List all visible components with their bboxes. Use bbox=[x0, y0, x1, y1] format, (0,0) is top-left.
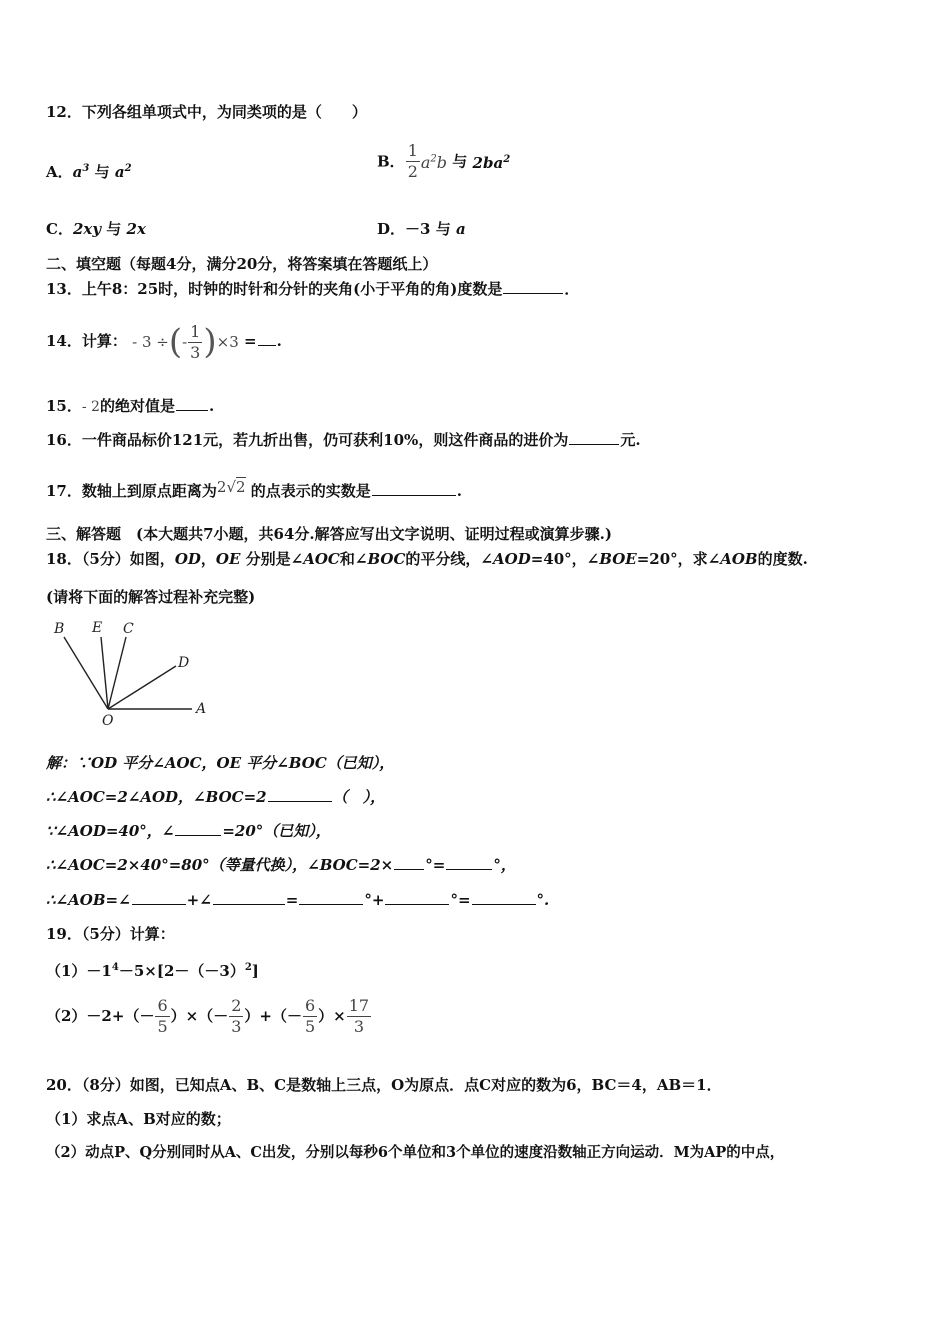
ray-oc bbox=[108, 637, 126, 709]
q17: 17．数轴上到原点距离为2√2 的点表示的实数是 . bbox=[46, 478, 463, 500]
q19-title: 19．（5分）计算： bbox=[46, 925, 175, 943]
label-e: E bbox=[92, 620, 103, 636]
q12-option-b: B． $\frac{1}{2}$ $a^2b$ 与 $2ba^2$ bbox=[377, 141, 511, 181]
q18-step2: ∴∠AOC=2∠AOD，∠BOC=2 （ ）， bbox=[46, 788, 386, 806]
ray-od bbox=[108, 666, 176, 709]
option-b-label: B． bbox=[377, 152, 405, 171]
q12-option-a: A．$a^3$ 与 $a^2$ bbox=[46, 163, 132, 181]
q13: 13．上午8：25时，时钟的时针和分针的夹角(小于平角的角)度数是 ． bbox=[46, 280, 580, 298]
q18-step4: ∴∠AOC=2×40°=80°（等量代换），∠BOC=2× °= °， bbox=[46, 856, 516, 874]
q15: 15．- 2的绝对值是 . bbox=[46, 397, 215, 415]
q20-line1: 20．（8分）如图，已知点A、B、C是数轴上三点，O为原点．点C对应的数为6，BC＝4，AB＝1． bbox=[46, 1076, 722, 1094]
q12-option-c: C．2xy 与 2x bbox=[46, 220, 146, 238]
option-a-sep: 与 bbox=[94, 163, 110, 181]
option-b-fraction: $\frac{1}{2}$ bbox=[407, 141, 418, 181]
q18-line2: (请将下面的解答过程补充完整) bbox=[46, 588, 256, 606]
section-2-heading: 二、填空题（每题4分，满分20分，将答案填在答题纸上） bbox=[46, 255, 438, 273]
q19-part1: $(1)-1^4-5\times[2-(-3)^2]$ bbox=[46, 962, 259, 980]
label-o: O bbox=[102, 713, 114, 727]
q18-line1: 18．（5分）如图，OD，OE 分别是∠AOC和∠BOC的平分线，∠AOD=40°，∠BOE=20°，求∠AOB的度数. bbox=[46, 550, 808, 568]
q20-line3: （2）动点P、Q分别同时从A、C出发，分别以每秒6个单位和3个单位的速度沿数轴正方向运动．M为AP的中点， bbox=[46, 1144, 785, 1161]
section-3-heading: 三、解答题 (本大题共7小题，共64分.解答应写出文字说明、证明过程或演算步骤.) bbox=[46, 525, 612, 543]
label-b: B bbox=[54, 621, 65, 637]
q12-option-d: D．－3 与 a bbox=[377, 220, 466, 238]
q19-part2: （2）－2+（－ $\frac{6}{5}$ ）×（－ $\frac{2}{3}$ ）+（－ $\frac{6}{5}$ ）× $\frac{17}{3}$ bbox=[46, 995, 370, 1036]
option-b-sep: 与 bbox=[452, 152, 468, 171]
label-a: A bbox=[196, 701, 207, 717]
q12-stem: 12．下列各组单项式中，为同类项的是（ ） bbox=[46, 103, 367, 121]
option-a-label: A． bbox=[46, 163, 73, 181]
q18-step5: ∴∠AOB=∠ +∠ = °+ °= °. bbox=[46, 891, 550, 909]
q20-line2: （1）求点A、B对应的数； bbox=[46, 1110, 231, 1128]
q18-step3: ∵∠AOD=40°，∠ =20°（已知）， bbox=[46, 822, 331, 840]
q18-step1: 解：∵OD 平分∠AOC，OE 平分∠BOC（已知）， bbox=[46, 754, 395, 772]
angle-figure bbox=[46, 615, 226, 727]
label-c: C bbox=[123, 621, 134, 637]
label-d: D bbox=[178, 655, 190, 671]
q14: 14．计算： - 3 ÷(- $\frac{1}{3}$ )×3 = . bbox=[46, 321, 282, 362]
q16: 16．一件商品标价121元，若九折出售，仍可获利10%，则这件商品的进价为 元. bbox=[46, 431, 641, 449]
